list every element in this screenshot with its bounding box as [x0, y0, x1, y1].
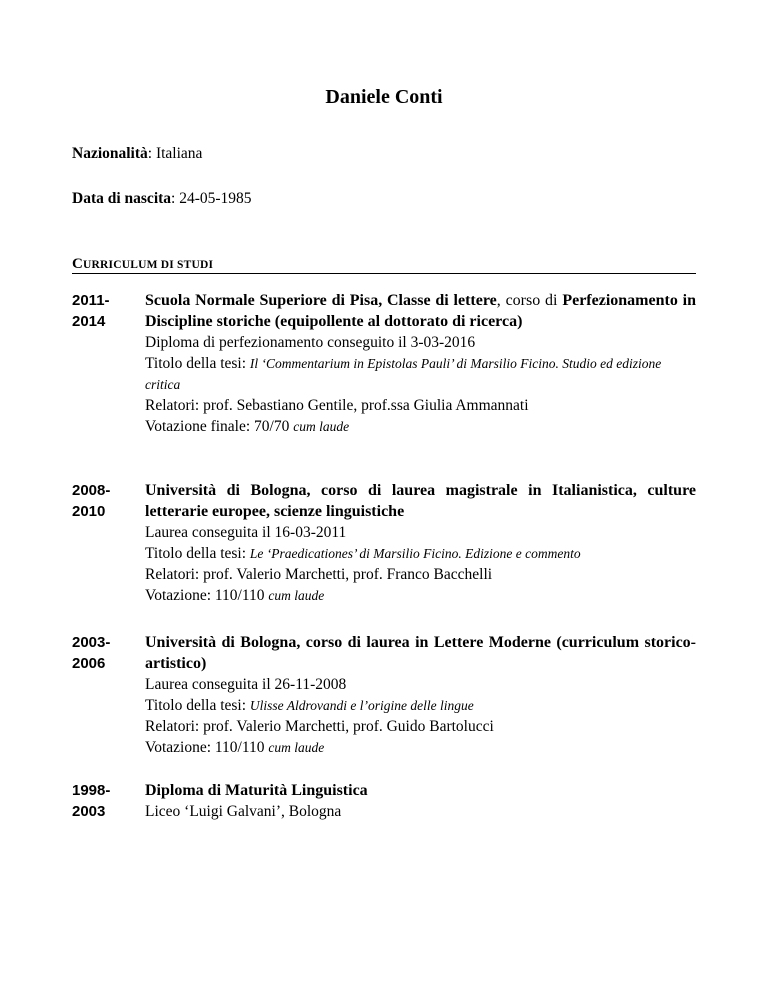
entry-years: [72, 290, 132, 332]
entry-line: [145, 416, 696, 437]
cv-name: Daniele Conti: [325, 86, 443, 108]
entry-line: Liceo ‘Luigi Galvani’, Bologna: [145, 803, 342, 820]
section-heading-cap: C: [72, 256, 84, 272]
entry-line: Diploma di perfezionamento conseguito il 3-03-2016: [145, 334, 476, 351]
section-heading-rest: URRICULUM DI STUDI: [83, 259, 214, 271]
entry-content: [145, 780, 696, 822]
entry-year-end: 2014: [72, 313, 106, 330]
entry-line-label: Votazione finale: 70/70: [145, 418, 294, 435]
entry-heading-part1: Scuola Normale Superiore di Pisa, Classe di lettere: [145, 292, 497, 309]
entry-year-start: 2011-: [72, 292, 110, 309]
entry-content: [145, 290, 696, 437]
entry-heading: Università di Bologna, corso di laurea magistrale in Italianistica, culture letterarie europee, scienze linguistiche: [145, 482, 696, 520]
entry-year-end: 2006: [72, 655, 106, 672]
honors-text: cum laude: [268, 740, 325, 755]
entry-year-start: 2003-: [72, 634, 111, 651]
birthdate-field: [72, 190, 252, 208]
thesis-title: Ulisse Aldrovandi e l’origine delle lingue: [249, 698, 474, 713]
entry-years: [72, 780, 132, 822]
entry-line: [145, 737, 696, 758]
entry-line: Relatori: prof. Sebastiano Gentile, prof.ssa Giulia Ammannati: [145, 397, 529, 414]
entry-years: [72, 632, 132, 674]
thesis-title: Il ‘Commentarium in Epistolas Pauli’ di Marsilio Ficino. Studio ed edizione critica: [145, 356, 662, 392]
nationality-field: [72, 145, 202, 163]
nationality-value: : Italiana: [147, 145, 203, 162]
entry-year-end: 2003: [72, 803, 106, 820]
entry-line-label: Titolo della tesi:: [145, 697, 250, 714]
entry-line-label: Titolo della tesi:: [145, 355, 250, 372]
entry-line-label: Votazione: 110/110: [145, 739, 269, 756]
entry-line: Laurea conseguita il 16-03-2011: [145, 524, 347, 541]
entry-line: [145, 585, 696, 606]
nationality-label: Nazionalità: [72, 145, 148, 162]
section-heading: [72, 255, 696, 274]
birthdate-value: : 24-05-1985: [171, 190, 252, 207]
thesis-title: Le ‘Praedicationes’ di Marsilio Ficino. Edizione e commento: [249, 546, 581, 561]
entry-heading: [145, 290, 696, 332]
entry-years: [72, 480, 132, 522]
entry-heading: Diploma di Maturità Linguistica: [145, 782, 368, 799]
entry-year-start: 1998-: [72, 782, 111, 799]
entry-line: [145, 543, 696, 564]
entry-line: [145, 695, 696, 716]
honors-text: cum laude: [268, 588, 325, 603]
entry-year-end: 2010: [72, 503, 106, 520]
entry-line: Relatori: prof. Valerio Marchetti, prof. Guido Bartolucci: [145, 718, 494, 735]
entry-line: Laurea conseguita il 26-11-2008: [145, 676, 347, 693]
entry-line: Relatori: prof. Valerio Marchetti, prof. Franco Bacchelli: [145, 566, 493, 583]
entry-line-label: Votazione: 110/110: [145, 587, 269, 604]
entry-content: [145, 480, 696, 606]
entry-content: [145, 632, 696, 758]
entry-line-label: Titolo della tesi:: [145, 545, 250, 562]
entry-year-start: 2008-: [72, 482, 111, 499]
entry-heading-part2: , corso di: [496, 292, 563, 309]
entry-heading-part3: Perfezionamento in Discipline storiche (equipollente al dottorato di ricerca): [145, 292, 696, 330]
birthdate-label: Data di nascita: [72, 190, 172, 207]
honors-text: cum laude: [293, 419, 350, 434]
entry-heading: Università di Bologna, corso di laurea in Lettere Moderne (curriculum storico-artistico): [145, 634, 696, 672]
entry-line: [145, 353, 696, 395]
